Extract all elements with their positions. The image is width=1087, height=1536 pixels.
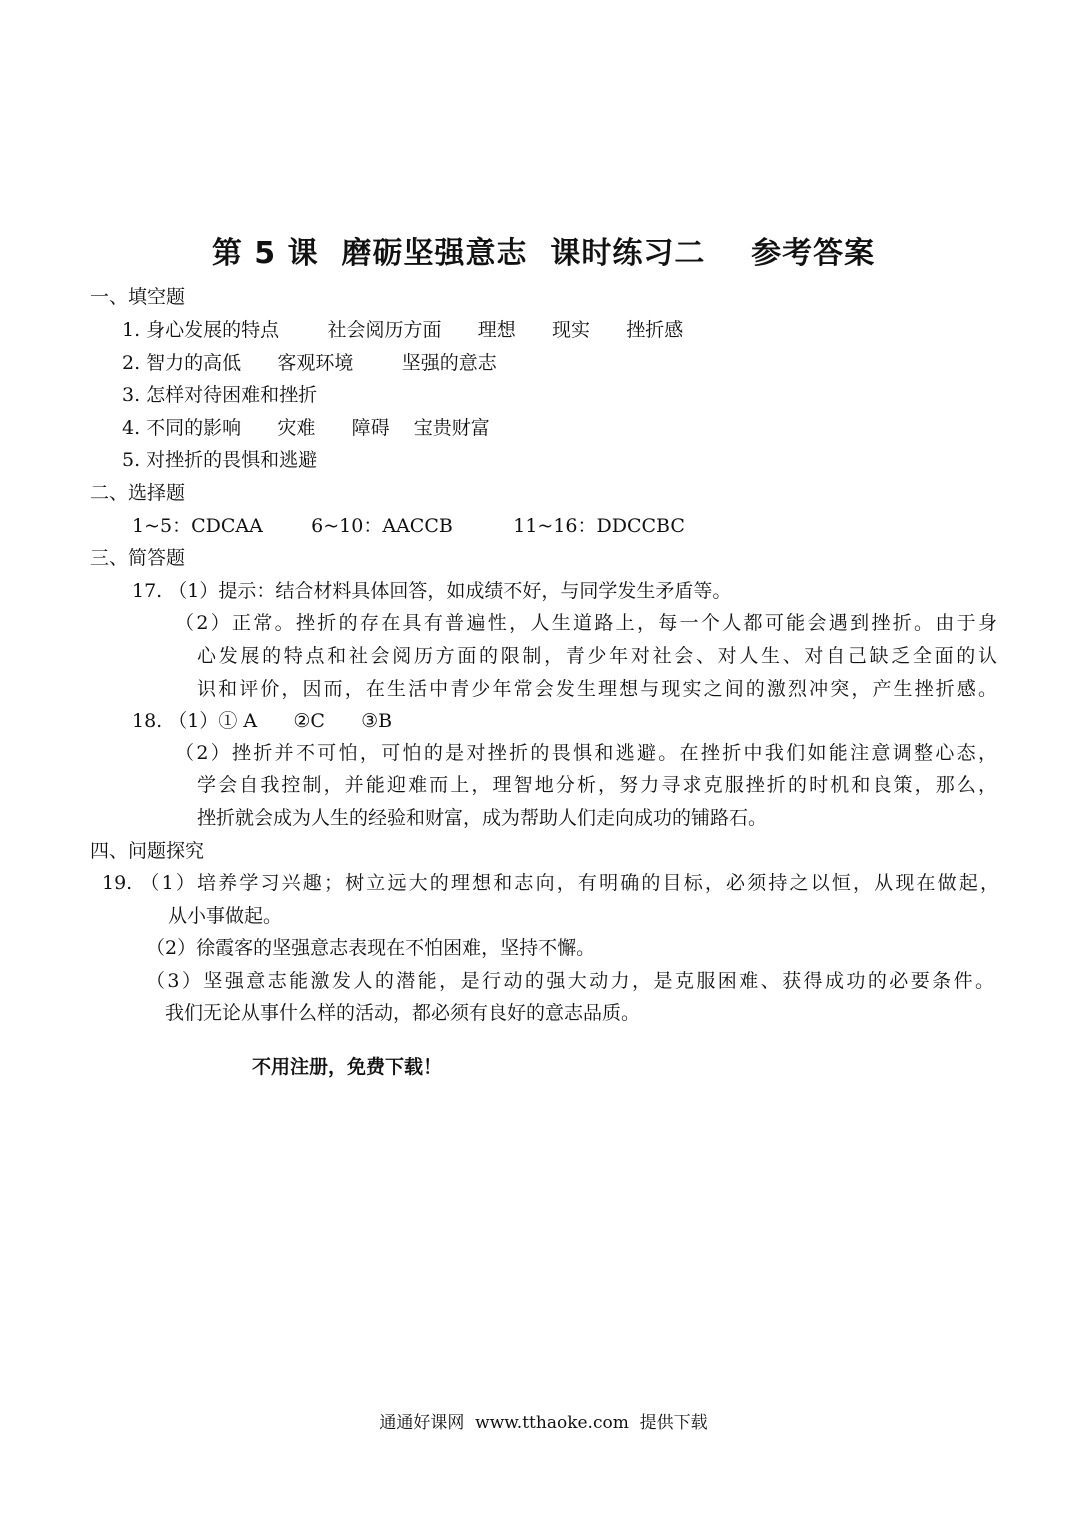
page-footer: 通通好课网 www.tthaoke.com 提供下载 (379, 1413, 708, 1433)
q17-part2-line3: 识和评价，因而，在生活中青少年常会发生理想与现实之间的激烈冲突，产生挫折感。 (197, 678, 997, 700)
section2-heading: 二、选择题 (90, 482, 186, 504)
fill-answer-4: 4. 不同的影响 灾难 障碍 宝贵财富 (122, 417, 490, 439)
q17-part2-line1: （2）正常。挫折的存在具有普遍性，人生道路上，每一个人都可能会遇到挫折。由于身 (175, 612, 997, 634)
fill-answer-1: 1. 身心发展的特点 社会阅历方面 理想 现实 挫折感 (122, 319, 684, 341)
q18-part2-line1: （2）挫折并不可怕，可怕的是对挫折的畏惧和逃避。在挫折中我们如能注意调整心态， (175, 742, 997, 764)
fill-answer-3: 3. 怎样对待困难和挫折 (122, 384, 318, 406)
q18-part2-line3: 挫折就会成为人生的经验和财富，成为帮助人们走向成功的铺路石。 (197, 807, 768, 829)
section1-heading: 一、填空题 (90, 286, 186, 308)
q17-part1: 17. （1）提示：结合材料具体回答，如成绩不好，与同学发生矛盾等。 (132, 580, 732, 602)
fill-answer-2: 2. 智力的高低 客观环境 坚强的意志 (122, 352, 497, 374)
q19-part1-line2: 从小事做起。 (168, 905, 283, 927)
choice-answers: 1~5：CDCAA 6~10：AACCB 11~16：DDCCBC (132, 515, 685, 537)
page-title: 第 5 课 磨砺坚强意志 课时练习二 参考答案 (211, 236, 876, 271)
section3-heading: 三、简答题 (90, 547, 186, 569)
q19-part1-line1: 19. （1）培养学习兴趣；树立远大的理想和志向，有明确的目标，必须持之以恒，从现在做起， (102, 872, 999, 894)
q19-part3-line2: 我们无论从事什么样的活动，都必须有良好的意志品质。 (165, 1002, 641, 1024)
section4-heading: 四、问题探究 (90, 840, 205, 862)
fill-answer-5: 5. 对挫折的畏惧和逃避 (122, 449, 318, 471)
q17-part2-line2: 心发展的特点和社会阅历方面的限制，青少年对社会、对人生、对自己缺乏全面的认 (197, 645, 997, 667)
q19-part2: （2）徐霞客的坚强意志表现在不怕困难，坚持不懈。 (146, 937, 596, 959)
q18-part2-line2: 学会自我控制，并能迎难而上，理智地分析，努力寻求克服挫折的时机和良策，那么， (197, 774, 997, 796)
q19-part3-line1: （3）坚强意志能激发人的潜能，是行动的强大动力，是克服困难、获得成功的必要条件。 (146, 970, 994, 992)
q18-part1: 18. （1）① A ②C ③B (132, 710, 393, 732)
download-banner: 不用注册，免费下载！ (252, 1056, 443, 1078)
